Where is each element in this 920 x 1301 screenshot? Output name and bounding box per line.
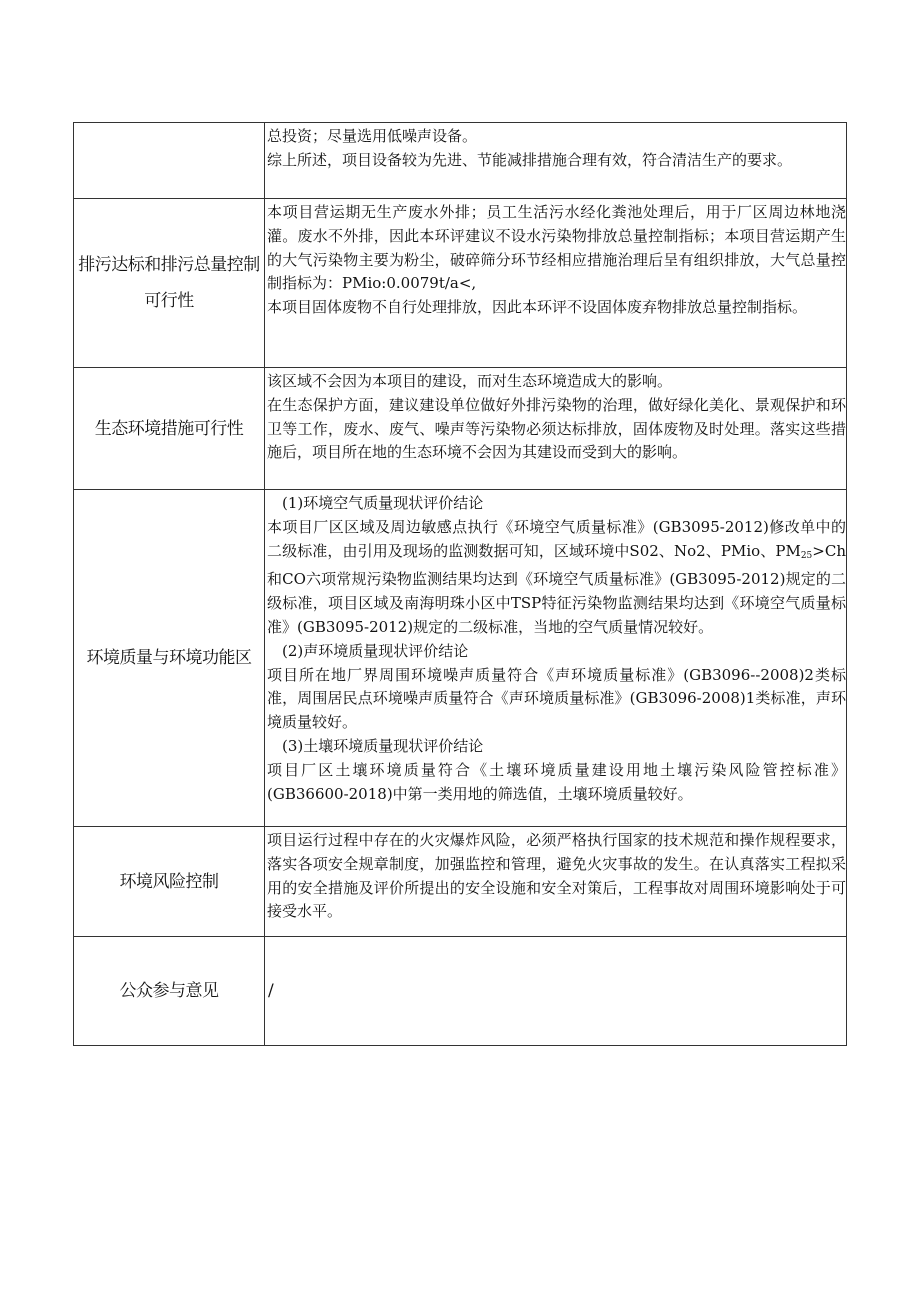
section-heading: (2)声环境质量现状评价结论: [282, 641, 469, 660]
row-content: [265, 937, 847, 1046]
empty-marker: /: [268, 981, 274, 1001]
row-label: 公众参与意见: [74, 937, 265, 1046]
paragraph: 项目厂区土壤环境质量符合《土壤环境质量建设用地土壤污染风险管控标准》(GB36600-2018)中第一类用地的筛选值，土壤环境质量较好。: [267, 760, 846, 803]
table-row: [74, 123, 847, 199]
row-label: 环境质量与环境功能区: [74, 490, 265, 827]
section-heading: (1)环境空气质量现状评价结论: [282, 494, 484, 512]
section-heading: (3)土壤环境质量现状评价结论: [282, 736, 484, 755]
paragraph: 该区域不会因为本项目的建设，而对生态环境造成大的影响。: [267, 372, 673, 390]
assessment-table: [73, 122, 847, 1046]
table-row: [74, 368, 847, 490]
table-row: [74, 827, 847, 937]
row-content: [265, 827, 847, 937]
row-content: [265, 199, 847, 368]
table-row: [74, 199, 847, 368]
paragraph: [267, 516, 846, 640]
paragraph: 项目所在地厂界周围环境噪声质量符合《声环境质量标准》(GB3096--2008)2类标准，周围居民点环境噪声质量符合《声环境质量标准》(GB3096-2008)1类标准，声环境质量较好。: [267, 665, 846, 732]
paragraph: 总投资；尽量选用低噪声设备。: [267, 127, 478, 145]
paragraph: 在生态保护方面，建议建设单位做好外排污染物的治理，做好绿化美化、景观保护和环卫等工作，废水、废气、噪声等污染物必须达标排放，固体废物及时处理。落实这些措施后，项目所在地的生态环境不会因为其建设而受到大的影响。: [267, 395, 846, 462]
paragraph: 本项目固体废物不自行处理排放，因此本环评不设固体废弃物排放总量控制指标。: [267, 298, 808, 317]
paragraph: 项目运行过程中存在的火灾爆炸风险，必须严格执行国家的技术规范和操作规程要求，落实各项安全规章制度，加强监控和管理，避免火灾事故的发生。在认真落实工程拟采用的安全措施及评价所提出的安全设施和安全对策后，工程事故对周围环境影响处于可接受水平。: [267, 831, 846, 921]
row-content: [265, 490, 847, 827]
table-row: [74, 937, 847, 1046]
row-label: 生态环境措施可行性: [74, 368, 265, 490]
text-span: >Ch和CO六项常规污染物监测结果均达到《环境空气质量标准》(GB3095-2012)规定的二级标准，项目区域及南海明珠小区中TSP特征污染物监测结果均达到《环境空气质量标准》(GB3095-2012)规定的二级标准，当地的空气质量情况较好。: [267, 541, 846, 636]
row-content: [265, 123, 847, 199]
subscript: 25: [800, 550, 813, 561]
table-row: [74, 490, 847, 827]
row-label: 排污达标和排污总量控制可行性: [74, 199, 265, 368]
paragraph: 综上所述，项目设备较为先进、节能减排措施合理有效，符合清洁生产的要求。: [267, 150, 793, 169]
row-label-empty: [74, 123, 265, 199]
paragraph: 本项目营运期无生产废水外排；员工生活污水经化粪池处理后，用于厂区周边林地浇灌。废水不外排，因此本环评建议不设水污染物排放总量控制指标；本项目营运期产生的大气污染物主要为粉尘，破碎筛分环节经相应措施治理后呈有组织排放，大气总量控制指标为：PMio:0.0079t/a<,: [267, 203, 846, 293]
text-span: 本项目厂区区域及周边敏感点执行《环境空气质量标准》(GB3095-2012)修改单中的二级标准，由引用及现场的监测数据可知，区域环境中S02、No2、PMio、PM: [267, 517, 846, 560]
row-content: [265, 368, 847, 490]
row-label: 环境风险控制: [74, 827, 265, 937]
